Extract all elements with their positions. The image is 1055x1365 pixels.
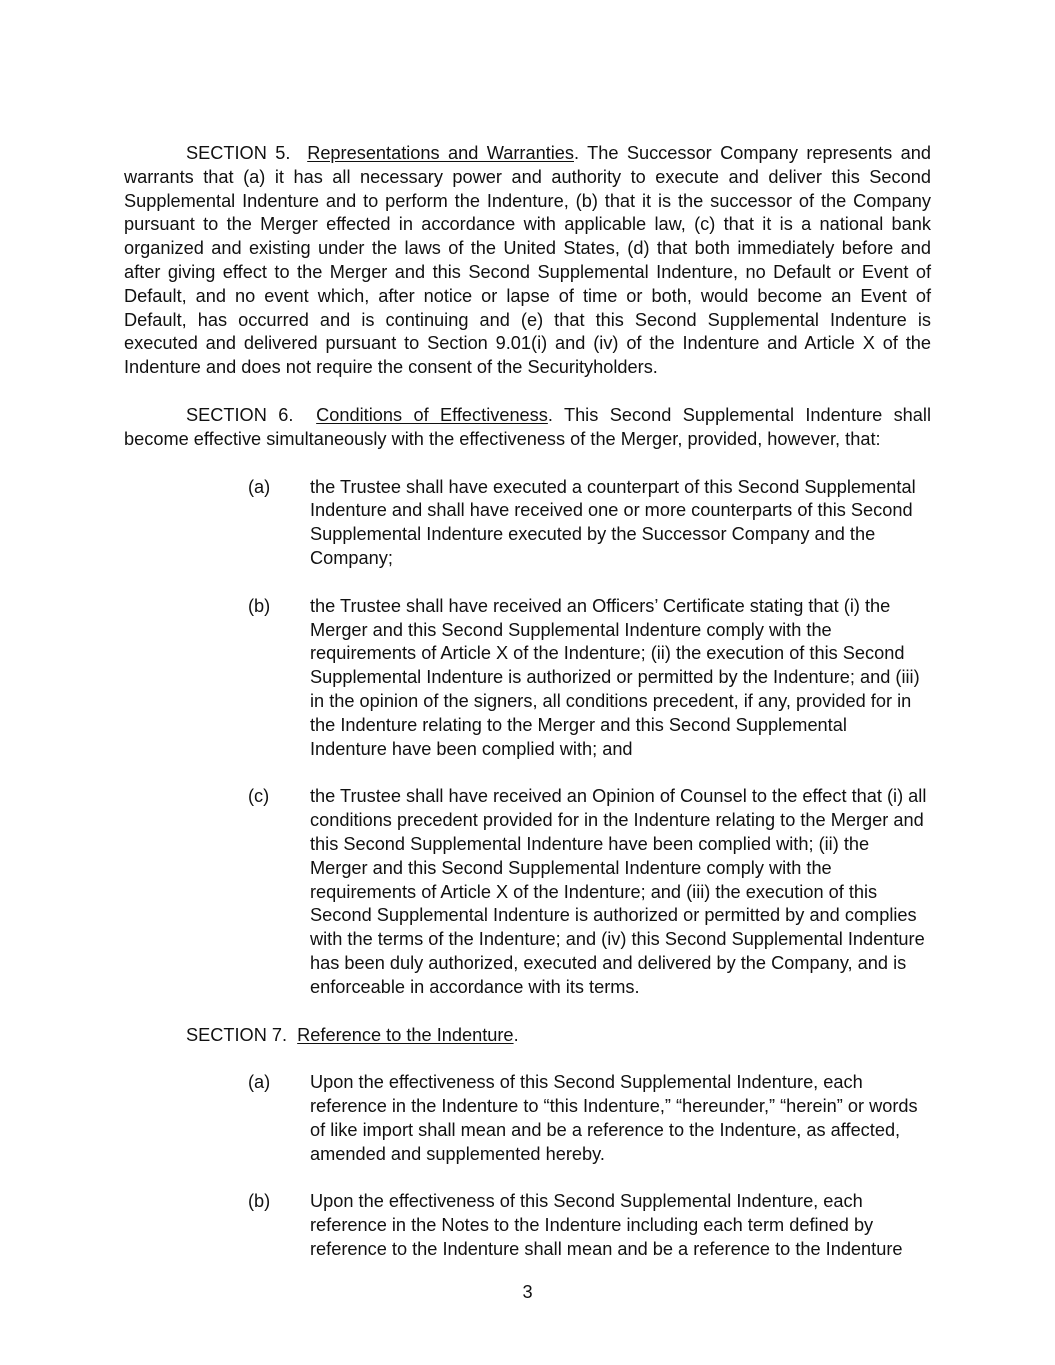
section-7-label: SECTION 7.	[186, 1024, 288, 1045]
list-item	[248, 1190, 931, 1261]
list-item-marker: (b)	[248, 1191, 271, 1212]
list-item-text: Upon the effectiveness of this Second Supplemental Indenture, each reference in the Notes to the Indenture including each term defined by reference to the Indenture shall mean and be a reference to the Indenture	[310, 1191, 903, 1260]
list-item	[248, 785, 931, 999]
list-item-text: the Trustee shall have received an Opinion of Counsel to the effect that (i) all conditions precedent provided for in the Indenture relating to the Merger and this Second Supplemental Indenture have been complied with; (ii) the Merger and this Second Supplemental Indenture comply with the requirements of Article X of the Indenture; and (iii) the execution of this Second Supplemental Indenture is authorized or permitted by and complies with the terms of the Indenture; and (iv) this Second Supplemental Indenture has been duly authorized, executed and delivered by the Company, and is enforceable in accordance with its terms.	[310, 786, 927, 997]
list-item-marker: (a)	[248, 1072, 271, 1093]
list-item-marker: (a)	[248, 476, 271, 497]
list-item-text: Upon the effectiveness of this Second Supplemental Indenture, each reference in the Indenture to “this Indenture,” “hereunder,” “herein” or words of like import shall mean and be a reference to the Indenture, as affected, amended and supplemented hereby.	[310, 1072, 918, 1164]
list-item	[248, 1071, 931, 1166]
list-item-text: the Trustee shall have executed a counterpart of this Second Supplemental Indenture and shall have received one or more counterparts of this Second Supplemental Indenture executed by the Successor Company and the Company;	[310, 476, 916, 568]
list-item-text: the Trustee shall have received an Officers’ Certificate stating that (i) the Merger and this Second Supplemental Indenture comply with the requirements of Article X of the Indenture; (ii) the execution of this Second Supplemental Indenture is authorized or permitted by the Indenture; and (iii) in the opinion of the signers, all conditions precedent, if any, provided for in the Indenture relating to the Merger and this Second Supplemental Indenture have been complied with; and	[310, 595, 920, 759]
section-6-conditions-list	[124, 476, 931, 1000]
page-number: 3	[522, 1282, 533, 1302]
section-6-label: SECTION 6.	[186, 404, 294, 425]
list-item	[248, 476, 931, 571]
section-5-heading: Representations and Warranties	[307, 143, 574, 163]
section-5-text: . The Successor Company represents and warrants that (a) it has all necessary power and authority to execute and deliver this Second Supplemental Indenture and to perform the Indenture, (b) that it is the successor of the Company pursuant to the Merger effected in accordance with applicable law, (c) that it is a national bank organized and existing under the laws of the United States, (d) that both immediately before and after giving effect to the Merger and this Second Supplemental Indenture, no Default or Event of Default, and no event which, after notice or lapse of time or both, would become an Event of Default, has occurred and is continuing and (e) that this Second Supplemental Indenture is executed and delivered pursuant to Section 9.01(i) and (iv) of the Indenture and Article X of the Indenture and does not require the consent of the Securityholders.	[124, 143, 932, 378]
section-7-reference-list	[124, 1071, 931, 1262]
section-6-paragraph	[124, 404, 931, 452]
section-5-paragraph	[124, 142, 931, 380]
list-item-marker: (c)	[248, 786, 270, 807]
section-7-text: .	[513, 1024, 519, 1045]
section-6-heading: Conditions of Effectiveness	[316, 404, 548, 425]
section-7-paragraph	[124, 1024, 931, 1048]
section-6-text: . This Second Supplemental Indenture shall become effective simultaneously with the effectiveness of the Merger, provided, however, that:	[124, 404, 931, 449]
list-item	[248, 595, 931, 762]
section-5-label: SECTION 5.	[186, 143, 291, 163]
section-7-heading: Reference to the Indenture	[297, 1024, 514, 1045]
list-item-marker: (b)	[248, 595, 271, 616]
